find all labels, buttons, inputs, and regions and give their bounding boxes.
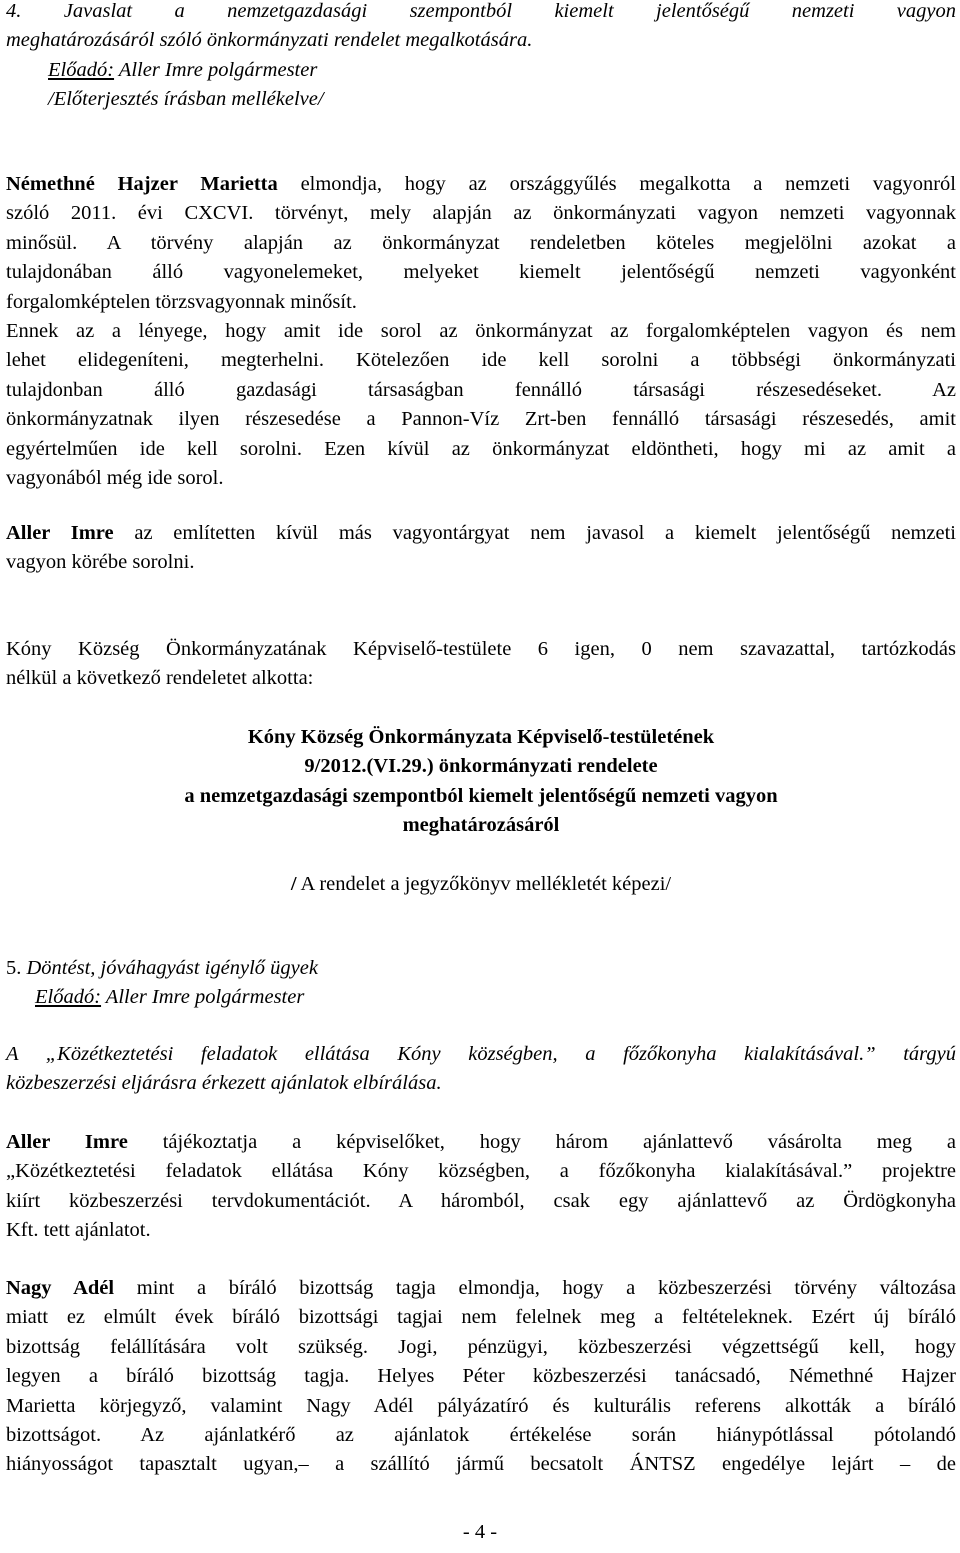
para-line: vagyonából még ide sorol. [6,467,224,490]
para-line: Ennek az a lényege, hogy amit ide sorol az önkormányzat az forgalomképtelen vagyon és nem [6,320,956,343]
vote-line: Kóny Község Önkormányzatának Képviselő-testülete 6 igen, 0 nem szavazattal, tartózkodás [6,638,956,660]
para-line: legyen a bíráló bizottság tagja. Helyes Péter közbeszerzési tanácsadó, Némethné Hajzer [6,1365,956,1388]
speaker-name: Nagy Adél [6,1277,115,1299]
para-line: „Közétkeztetési feladatok ellátása Kóny községben, a főzőkonyha kialakításával.” projektre [6,1160,956,1183]
para-line: minősül. A törvény alapján az önkormányzat rendeletben köteles megjelölni azokat a [6,231,956,254]
decree-title: Kóny Község Önkormányzata Képviselő-testületének [247,726,715,748]
item-5-subject [6,1040,956,1099]
presenter-label: Előadó: [48,58,115,81]
para-line: szóló 2011. évi CXCVI. törvényt, mely alapján az önkormányzati vagyon nemzeti vagyonnak [6,202,956,225]
para-line: miatt ez elmúlt évek bíráló bizottsági tagjai nem felelnek meg a feltételeknek. Ezért új bíráló [6,1306,956,1329]
para-line: egyértelműen ide kell sorolni. Ezen kívül az önkormányzat eldöntheti, hogy mi az amit a [6,437,956,460]
item-heading-cont: meghatározásáról szóló önkormányzati rendelet megalkotására. [6,29,533,52]
presenter-label: Előadó: [35,986,102,1009]
agenda-item-5 [6,954,956,1013]
decree-subject-cont: meghatározásáról [402,814,560,837]
subject-line: A „Közétkeztetési feladatok ellátása Kóny községben, a főzőkonyha kialakításával.” tárgyú [6,1043,956,1065]
page-number: - 4 - [462,1521,498,1543]
para-line: vagyon körébe sorolni. [6,551,195,574]
para-line: forgalomképtelen törzsvagyonnak minősít. [6,290,357,313]
presenter-name: Aller Imre polgármester [114,58,318,81]
speaker-name: Aller Imre [6,522,114,544]
subject-line: közbeszerzési eljárásra érkezett ajánlatok elbírálása. [6,1072,442,1095]
para-line: lehet elidegeníteni, megterhelni. Kötelezően ide kell sorolni a többségi önkormányzati [6,349,956,372]
decree-number: 9/2012.(VI.29.) önkormányzati rendelete [304,755,658,778]
para-line: tulajdonban álló gazdasági társaságban fennálló társasági részesedéseket. Az [6,378,956,401]
attachment-note: /Előterjesztés írásban mellékelve/ [48,88,324,111]
item-heading: 5. Döntést, jóváhagyást igénylő ügyek [6,957,318,979]
para-line: Kft. tett ajánlatot. [6,1219,151,1242]
presenter-line [6,983,956,1012]
para-line: Marietta körjegyző, valamint Nagy Adél pályázatíró és kulturális referens alkották a bíráló [6,1394,956,1417]
para-line: Aller Imre tájékoztatja a képviselőket, hogy három ajánlattevő vásárolta meg a [6,1131,957,1153]
paragraph-hajzer [6,170,956,493]
presenter-line [6,56,956,85]
item-heading: 4. Javaslat a nemzetgazdasági szempontból kiemelt jelentőségű nemzeti vagyon [6,0,956,22]
presenter-name: Aller Imre polgármester [101,986,305,1009]
para-line: önkormányzatnak ilyen részesedése a Pannon-Víz Zrt-ben fennálló társasági részesedés, amit [6,408,956,431]
para-line: hiányosságot tapasztalt ugyan,– a szállító jármű becsatolt ÁNTSZ engedélye lejárt – de [6,1453,956,1476]
para-line: Aller Imre az említetten kívül más vagyontárgyat nem javasol a kiemelt jelentőségű nemzeti [6,522,956,544]
paragraph-nagy [6,1274,956,1480]
agenda-item-4 [6,0,956,115]
decree-subject: a nemzetgazdasági szempontból kiemelt jelentőségű nemzeti vagyon [184,784,778,807]
vote-line: nélkül a következő rendeletet alkotta: [6,667,314,690]
speaker-name: Némethné Hajzer Marietta [6,173,278,195]
para-line: kiírt közbeszerzési tervdokumentációt. A háromból, csak egy ajánlattevő az Ördögkonyha [6,1189,956,1212]
speaker-name: Aller Imre [6,1131,128,1153]
decree-note: / A rendelet a jegyzőkönyv mellékletét képezi/ [290,873,672,895]
para-line: tulajdonában álló vagyonelemeket, melyeket kiemelt jelentőségű nemzeti vagyonként [6,261,956,284]
paragraph-aller-2 [6,1128,956,1246]
paragraph-aller-1 [6,519,956,578]
para-line: bizottság felállítására volt szükség. Jogi, pénzügyi, közbeszerzési végzettségű kell, hogy [6,1335,956,1358]
vote-paragraph [6,635,956,694]
decree-block [6,723,956,841]
para-line: bizottságot. Az ajánlatkérő az ajánlatok értékelése során hiánypótlással pótolandó [6,1424,956,1447]
para-line: Némethné Hajzer Marietta elmondja, hogy az országgyűlés megalkotta a nemzeti vagyonról [6,173,956,195]
para-line: Nagy Adél mint a bíráló bizottság tagja elmondja, hogy a közbeszerzési törvény változása [6,1277,956,1299]
